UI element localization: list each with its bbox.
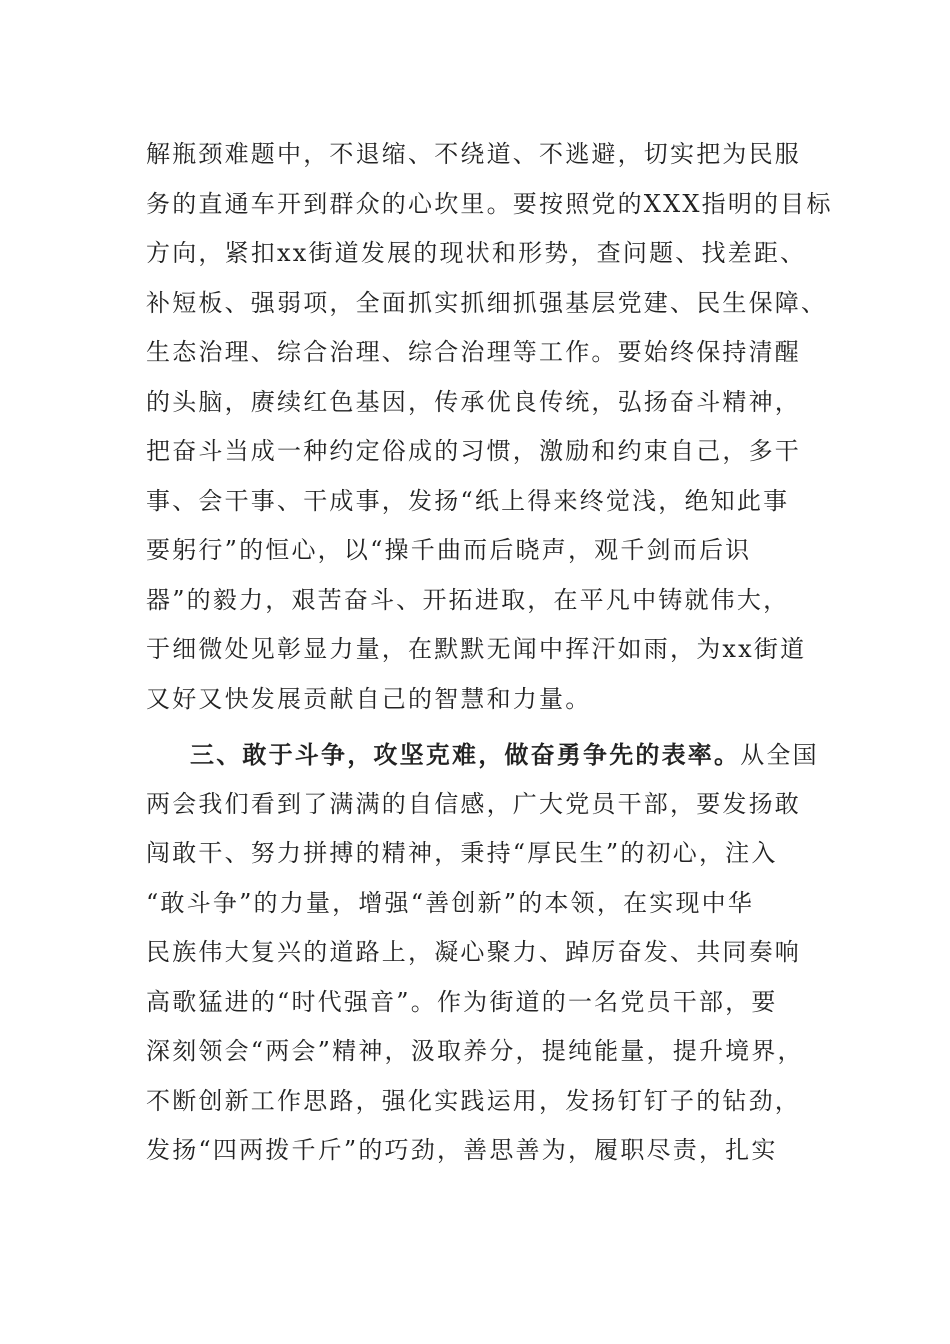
section-three-first-line-rest: 从全国: [740, 741, 819, 769]
text-line: 高歌猛进的“时代强音”。作为街道的一名党员干部，要: [146, 987, 778, 1016]
text-line: 于细微处见彰显力量，在默默无闻中挥汗如雨，为xx街道: [146, 635, 807, 663]
text-line: 又好又快发展贡献自己的智慧和力量。: [146, 684, 592, 713]
paragraph-continued: [146, 130, 833, 724]
text-line: 民族伟大复兴的道路上，凝心聚力、踔厉奋发、共同奏响: [146, 938, 801, 966]
text-line: 不断创新工作思路，强化实践运用，发扬钉钉子的钻劲，: [146, 1086, 801, 1115]
text-line: 方向，紧扣xx街道发展的现状和形势，查问题、找差距、: [146, 239, 807, 267]
text-line: 要躬行”的恒心，以“操千曲而后晓声，观千剑而后识: [146, 536, 752, 564]
document-body: [146, 130, 833, 1176]
text-line: 务的直通车开到群众的心坎里。要按照党的XXX指明的目标: [146, 189, 833, 218]
section-three-first-line: [146, 730, 819, 780]
text-line: 解瓶颈难题中，不退缩、不绕道、不逃避，切实把为民服: [146, 140, 801, 168]
text-line: 的头脑，赓续红色基因，传承优良传统，弘扬奋斗精神，: [146, 387, 801, 416]
text-line: 闯敢干、努力拼搏的精神，秉持“厚民生”的初心，注入: [146, 839, 778, 867]
text-line: 把奋斗当成一种约定俗成的习惯，激励和约束自己，多干: [146, 437, 801, 465]
text-line: 两会我们看到了满满的自信感，广大党员干部，要发扬敢: [146, 789, 801, 818]
text-line: 事、会干事、干成事，发扬“纸上得来终觉浅，绝知此事: [146, 486, 790, 515]
section-three-paragraph: [146, 730, 819, 1176]
text-line: 器”的毅力，艰苦奋斗、开拓进取，在平凡中铸就伟大，: [146, 585, 790, 614]
text-line: 深刻领会“两会”精神，汲取养分，提纯能量，提升境界，: [146, 1037, 804, 1065]
text-line: 发扬“四两拨千斤”的巧劲，善思善为，履职尽责，扎实: [146, 1136, 778, 1164]
text-line: “敢斗争”的力量，增强“善创新”的本领，在实现中华: [146, 888, 755, 917]
section-three-heading: 三、敢于斗争，攻坚克难，做奋勇争先的表率。: [190, 740, 741, 769]
text-line: 生态治理、综合治理、综合治理等工作。要始终保持清醒: [146, 338, 801, 366]
text-line: 补短板、强弱项，全面抓实抓细抓强基层党建、民生保障、: [146, 288, 828, 317]
